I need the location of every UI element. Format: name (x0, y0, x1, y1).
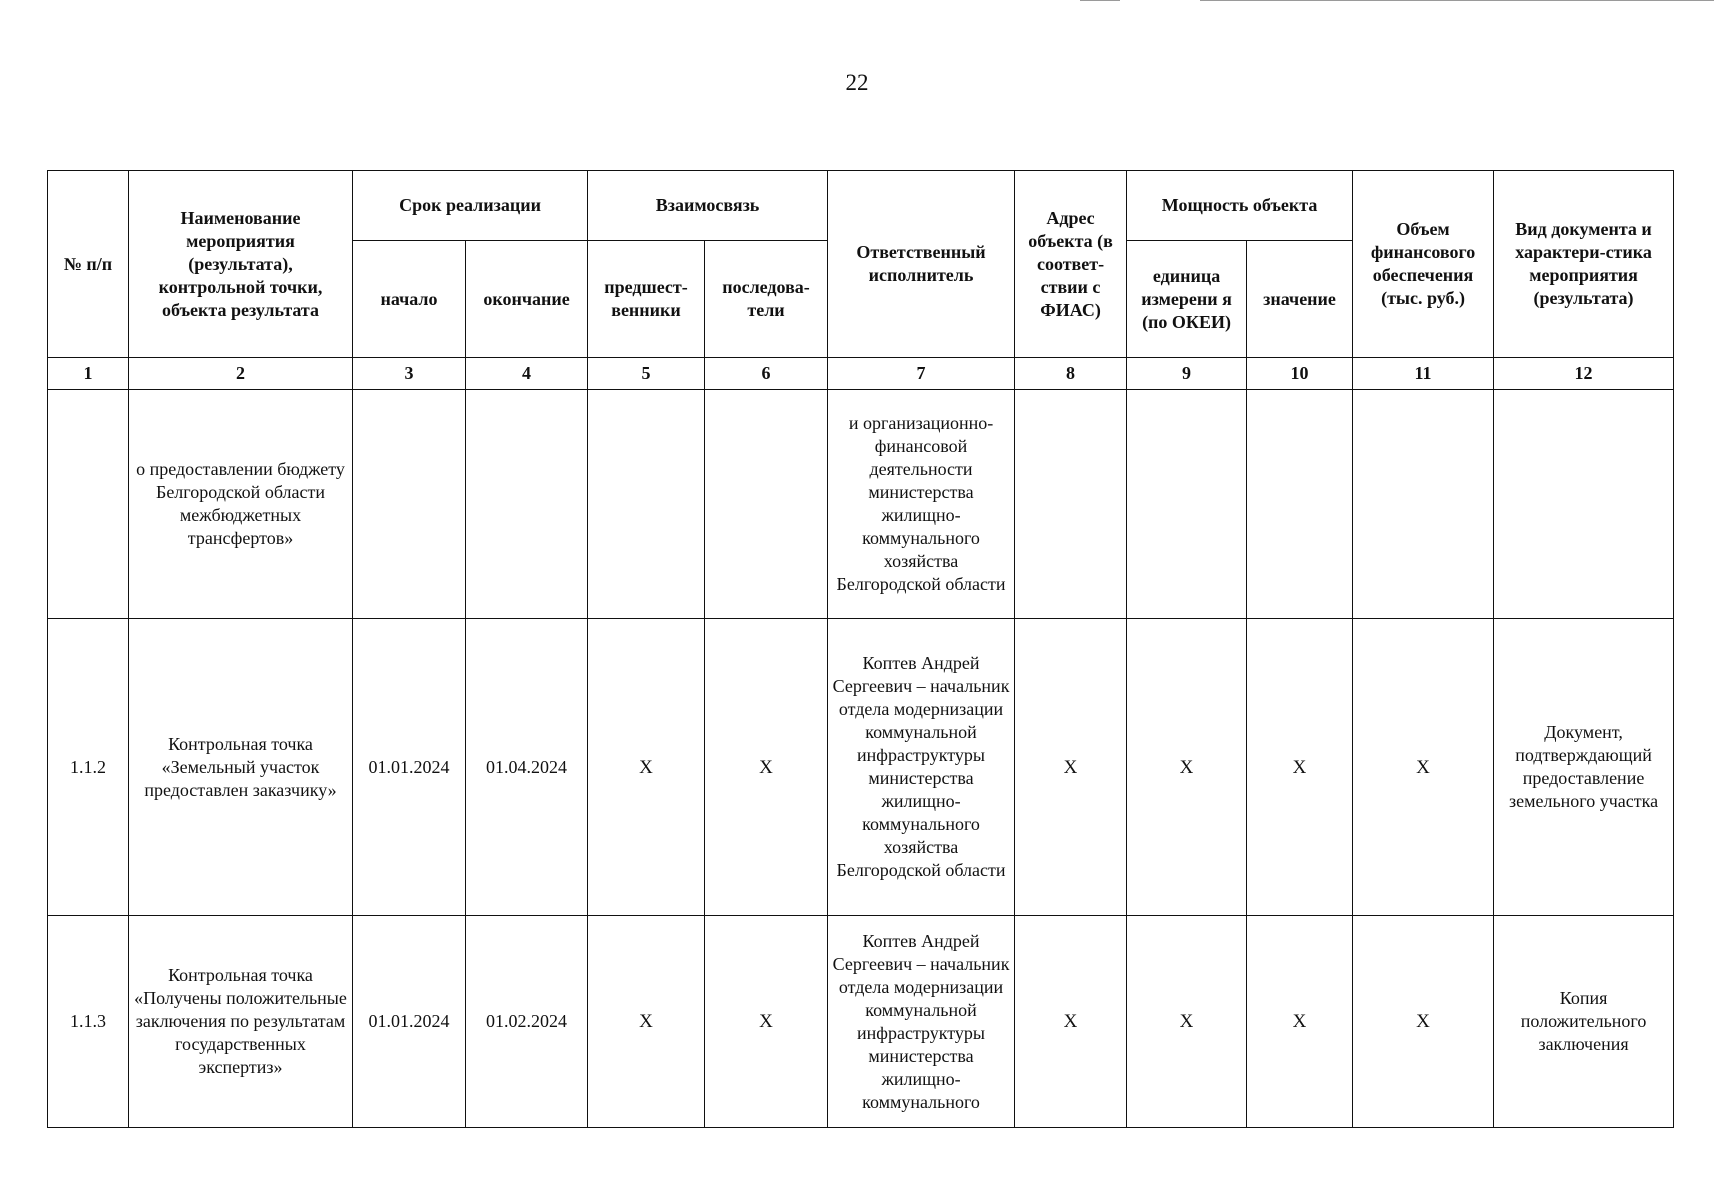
header-value: значение (1247, 241, 1353, 358)
implementation-plan-table (47, 170, 1674, 1128)
header-end: окончание (466, 241, 588, 358)
table-row-continuation (48, 390, 1674, 619)
column-number: 12 (1494, 358, 1674, 390)
row-responsible: и организационно-финансовой деятельности министерства жилищно-коммунального хозяйства Белгородской области (828, 390, 1015, 619)
row-num: 1.1.3 (48, 916, 129, 1128)
row-responsible: Коптев Андрей Сергеевич – начальник отдела модернизации коммунальной инфраструктуры министерства жилищно-коммунального хозяйства Белгородской области (828, 619, 1015, 916)
column-number: 9 (1127, 358, 1247, 390)
column-number: 5 (588, 358, 705, 390)
row-finance: X (1353, 619, 1494, 916)
row-predecessors (588, 390, 705, 619)
row-finance: X (1353, 916, 1494, 1128)
row-document: Документ, подтверждающий предоставление земельного участка (1494, 619, 1674, 916)
header-power: Мощность объекта (1127, 171, 1353, 241)
header-responsible: Ответственный исполнитель (828, 171, 1015, 358)
row-document (1494, 390, 1674, 619)
row-value: X (1247, 619, 1353, 916)
row-unit (1127, 390, 1247, 619)
row-successors: X (705, 916, 828, 1128)
column-number: 1 (48, 358, 129, 390)
row-predecessors: X (588, 619, 705, 916)
column-number: 10 (1247, 358, 1353, 390)
row-document: Копия положительного заключения (1494, 916, 1674, 1128)
column-number: 7 (828, 358, 1015, 390)
row-unit: X (1127, 619, 1247, 916)
column-numbers-row (48, 358, 1674, 390)
page-number: 22 (845, 70, 869, 95)
column-number: 11 (1353, 358, 1494, 390)
row-name: о предоставлении бюджету Белгородской области межбюджетных трансфертов» (129, 390, 353, 619)
row-value (1247, 390, 1353, 619)
header-start: начало (353, 241, 466, 358)
row-unit: X (1127, 916, 1247, 1128)
row-start: 01.01.2024 (353, 619, 466, 916)
table-row-1-1-2 (48, 619, 1674, 916)
table-row-1-1-3 (48, 916, 1674, 1128)
row-value: X (1247, 916, 1353, 1128)
header-name: Наименование мероприятия (результата), контрольной точки, объекта результата (129, 171, 353, 358)
header-num: № п/п (48, 171, 129, 358)
row-start (353, 390, 466, 619)
row-name: Контрольная точка «Земельный участок предоставлен заказчику» (129, 619, 353, 916)
header-predecessors: предшест-венники (588, 241, 705, 358)
row-name: Контрольная точка «Получены положительные заключения по результатам государственных экспертиз» (129, 916, 353, 1128)
row-end: 01.02.2024 (466, 916, 588, 1128)
column-number: 8 (1015, 358, 1127, 390)
header-address: Адрес объекта (в соответ-ствии с ФИАС) (1015, 171, 1127, 358)
row-successors (705, 390, 828, 619)
header-term: Срок реализации (353, 171, 588, 241)
scan-edge-line (1080, 0, 1120, 1)
scan-edge-line (1200, 0, 1714, 1)
row-end (466, 390, 588, 619)
row-responsible: Коптев Андрей Сергеевич – начальник отдела модернизации коммунальной инфраструктуры министерства жилищно-коммунального (828, 916, 1015, 1128)
row-successors: X (705, 619, 828, 916)
row-address: X (1015, 619, 1127, 916)
row-address (1015, 390, 1127, 619)
header-successors: последова-тели (705, 241, 828, 358)
column-number: 6 (705, 358, 828, 390)
column-number: 2 (129, 358, 353, 390)
row-start: 01.01.2024 (353, 916, 466, 1128)
row-finance (1353, 390, 1494, 619)
row-end: 01.04.2024 (466, 619, 588, 916)
column-number: 4 (466, 358, 588, 390)
column-number: 3 (353, 358, 466, 390)
row-num: 1.1.2 (48, 619, 129, 916)
header-link: Взаимосвязь (588, 171, 828, 241)
row-address: X (1015, 916, 1127, 1128)
header-row-top (48, 171, 1674, 241)
header-finance: Объем финансового обеспечения (тыс. руб.) (1353, 171, 1494, 358)
header-unit: единица измерени я (по ОКЕИ) (1127, 241, 1247, 358)
row-num (48, 390, 129, 619)
row-predecessors: X (588, 916, 705, 1128)
header-document: Вид документа и характери-стика мероприятия (результата) (1494, 171, 1674, 358)
